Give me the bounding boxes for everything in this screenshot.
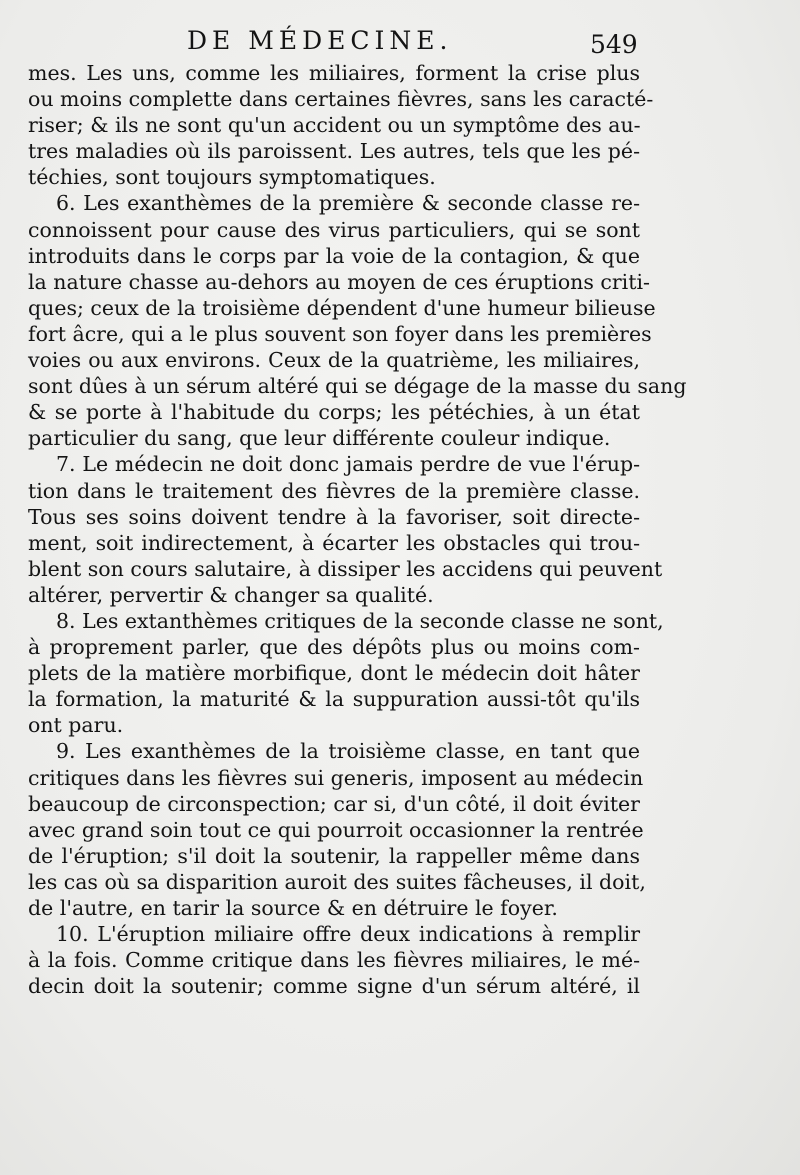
text-line: ont paru.	[28, 713, 124, 738]
paragraph-8	[28, 608, 664, 738]
running-title: DE MÉDECINE.	[187, 26, 453, 55]
text-line: connoissent pour cause des virus particuliers, qui se sont	[28, 217, 640, 242]
text-line: de l'autre, en tarir la source & en détruire le foyer.	[28, 896, 558, 920]
text-line: à la fois. Comme critique dans les fièvres miliaires, le mé-	[28, 948, 640, 973]
text-line: decin doit la soutenir; comme signe d'un sérum altéré, il	[28, 974, 640, 999]
text-line: critiques dans les fièvres sui generis, imposent au médecin	[28, 765, 644, 790]
text-line: sont dûes à un sérum altéré qui se dégage de la masse du sang	[28, 374, 687, 399]
paragraph-continuation	[28, 60, 654, 190]
text-line: Tous ses soins doivent tendre à la favoriser, soit directe-	[28, 504, 640, 529]
text-line: voies ou aux environs. Ceux de la quatrième, les miliaires,	[28, 348, 640, 373]
text-line: la formation, la maturité & la suppuration aussi-tôt qu'ils	[28, 687, 640, 712]
page-number: 549	[590, 30, 638, 59]
paragraph-9	[28, 738, 646, 921]
page-header	[0, 22, 800, 58]
text-line: blent son cours salutaire, à dissiper les accidens qui peuvent	[28, 556, 663, 581]
text-line: mes. Les uns, comme les miliaires, forment la crise plus	[28, 61, 640, 85]
text-line: 6. Les exanthèmes de la première & seconde classe re-	[56, 191, 640, 216]
text-line: tres maladies où ils paroissent. Les autres, tels que les pé-	[28, 139, 640, 164]
text-line: introduits dans le corps par la voie de la contagion, & que	[28, 243, 640, 268]
text-line: & se porte à l'habitude du corps; les pétéchies, à un état	[28, 400, 640, 425]
text-line: fort âcre, qui a le plus souvent son foyer dans les premières	[28, 321, 652, 346]
text-line: riser; & ils ne sont qu'un accident ou un symptôme des au-	[28, 113, 641, 138]
text-line: de l'éruption; s'il doit la soutenir, la rappeller même dans	[28, 843, 640, 868]
paragraph-7	[28, 451, 663, 608]
text-line: 9. Les exanthèmes de la troisième classe, en tant que	[56, 739, 640, 764]
text-line: beaucoup de circonspection; car si, d'un côté, il doit éviter	[28, 791, 640, 816]
text-line: avec grand soin tout ce qui pourroit occasionner la rentrée	[28, 817, 644, 842]
text-line: ment, soit indirectement, à écarter les obstacles qui trou-	[28, 530, 640, 555]
text-line: 7. Le médecin ne doit donc jamais perdre de vue l'érup-	[56, 452, 640, 477]
text-line: tion dans le traitement des fièvres de la première classe.	[28, 478, 640, 503]
text-line: particulier du sang, que leur différente couleur indique.	[28, 426, 611, 451]
body-text	[28, 60, 687, 999]
text-line: la nature chasse au-dehors au moyen de ces éruptions criti-	[28, 269, 650, 294]
text-line: à proprement parler, que des dépôts plus ou moins com-	[28, 635, 640, 660]
text-line: 10. L'éruption miliaire offre deux indications à remplir	[56, 922, 640, 947]
paragraph-6	[28, 190, 687, 451]
text-line: les cas où sa disparition auroit des suites fâcheuses, il doit,	[28, 869, 646, 894]
text-line: 8. Les extanthèmes critiques de la seconde classe ne sont,	[56, 608, 664, 633]
text-line: ques; ceux de la troisième dépendent d'une humeur bilieuse	[28, 295, 656, 320]
text-line: altérer, pervertir & changer sa qualité.	[28, 582, 434, 607]
text-line: plets de la matière morbifique, dont le médecin doit hâter	[28, 661, 640, 686]
text-line: ou moins complette dans certaines fièvres, sans les caracté-	[28, 87, 654, 112]
paragraph-10	[28, 921, 640, 999]
text-line: téchies, sont toujours symptomatiques.	[28, 165, 436, 190]
